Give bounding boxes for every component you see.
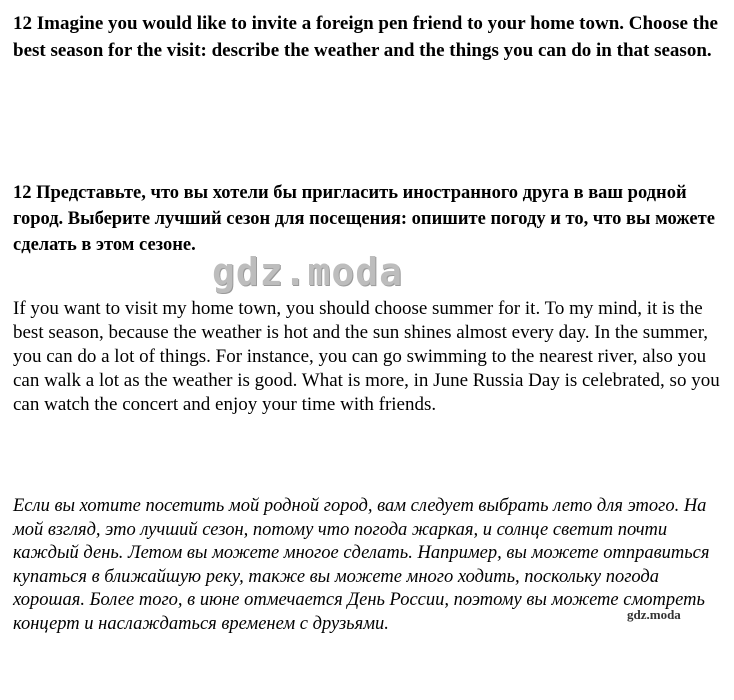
answer-russian: Если вы хотите посетить мой родной город, вам следует выбрать лето для этого. На мой взгляд, это лучший сезон, потому что погода жаркая, и солнце светит почти каждый день. Летом вы можете многое сделать. Например, вы можете отправиться купаться в ближайшую реку, также вы можете много ходить, поскольку погода хорошая. Более того, в июне отмечается День России, поэтому вы можете смотреть концерт и наслаждаться временем с друзьями. bbox=[13, 496, 710, 634]
task-english: 12 Imagine you would like to invite a foreign pen friend to your home town. Choose the best season for the visit: describe the weather and the things you can do in that season. bbox=[13, 13, 718, 61]
answer-english: If you want to visit my home town, you should choose summer for it. To my mind, it is the best season, because the weather is hot and the sun shines almost every day. In the summer, you can do a lot of things. For instance, you can go swimming to the nearest river, also you can walk a lot as the weather is good. What is more, in June Russia Day is celebrated, so you can watch the concert and enjoy your time with friends. bbox=[13, 298, 720, 415]
task-russian: 12 Представьте, что вы хотели бы пригласить иностранного друга в ваш родной город. Выберите лучший сезон для посещения: опишите погоду и то, что вы можете сделать в этом сезоне. bbox=[13, 183, 715, 255]
watermark-small: gdz.moda bbox=[627, 607, 681, 622]
watermark-logo: gdz.moda bbox=[212, 250, 404, 294]
